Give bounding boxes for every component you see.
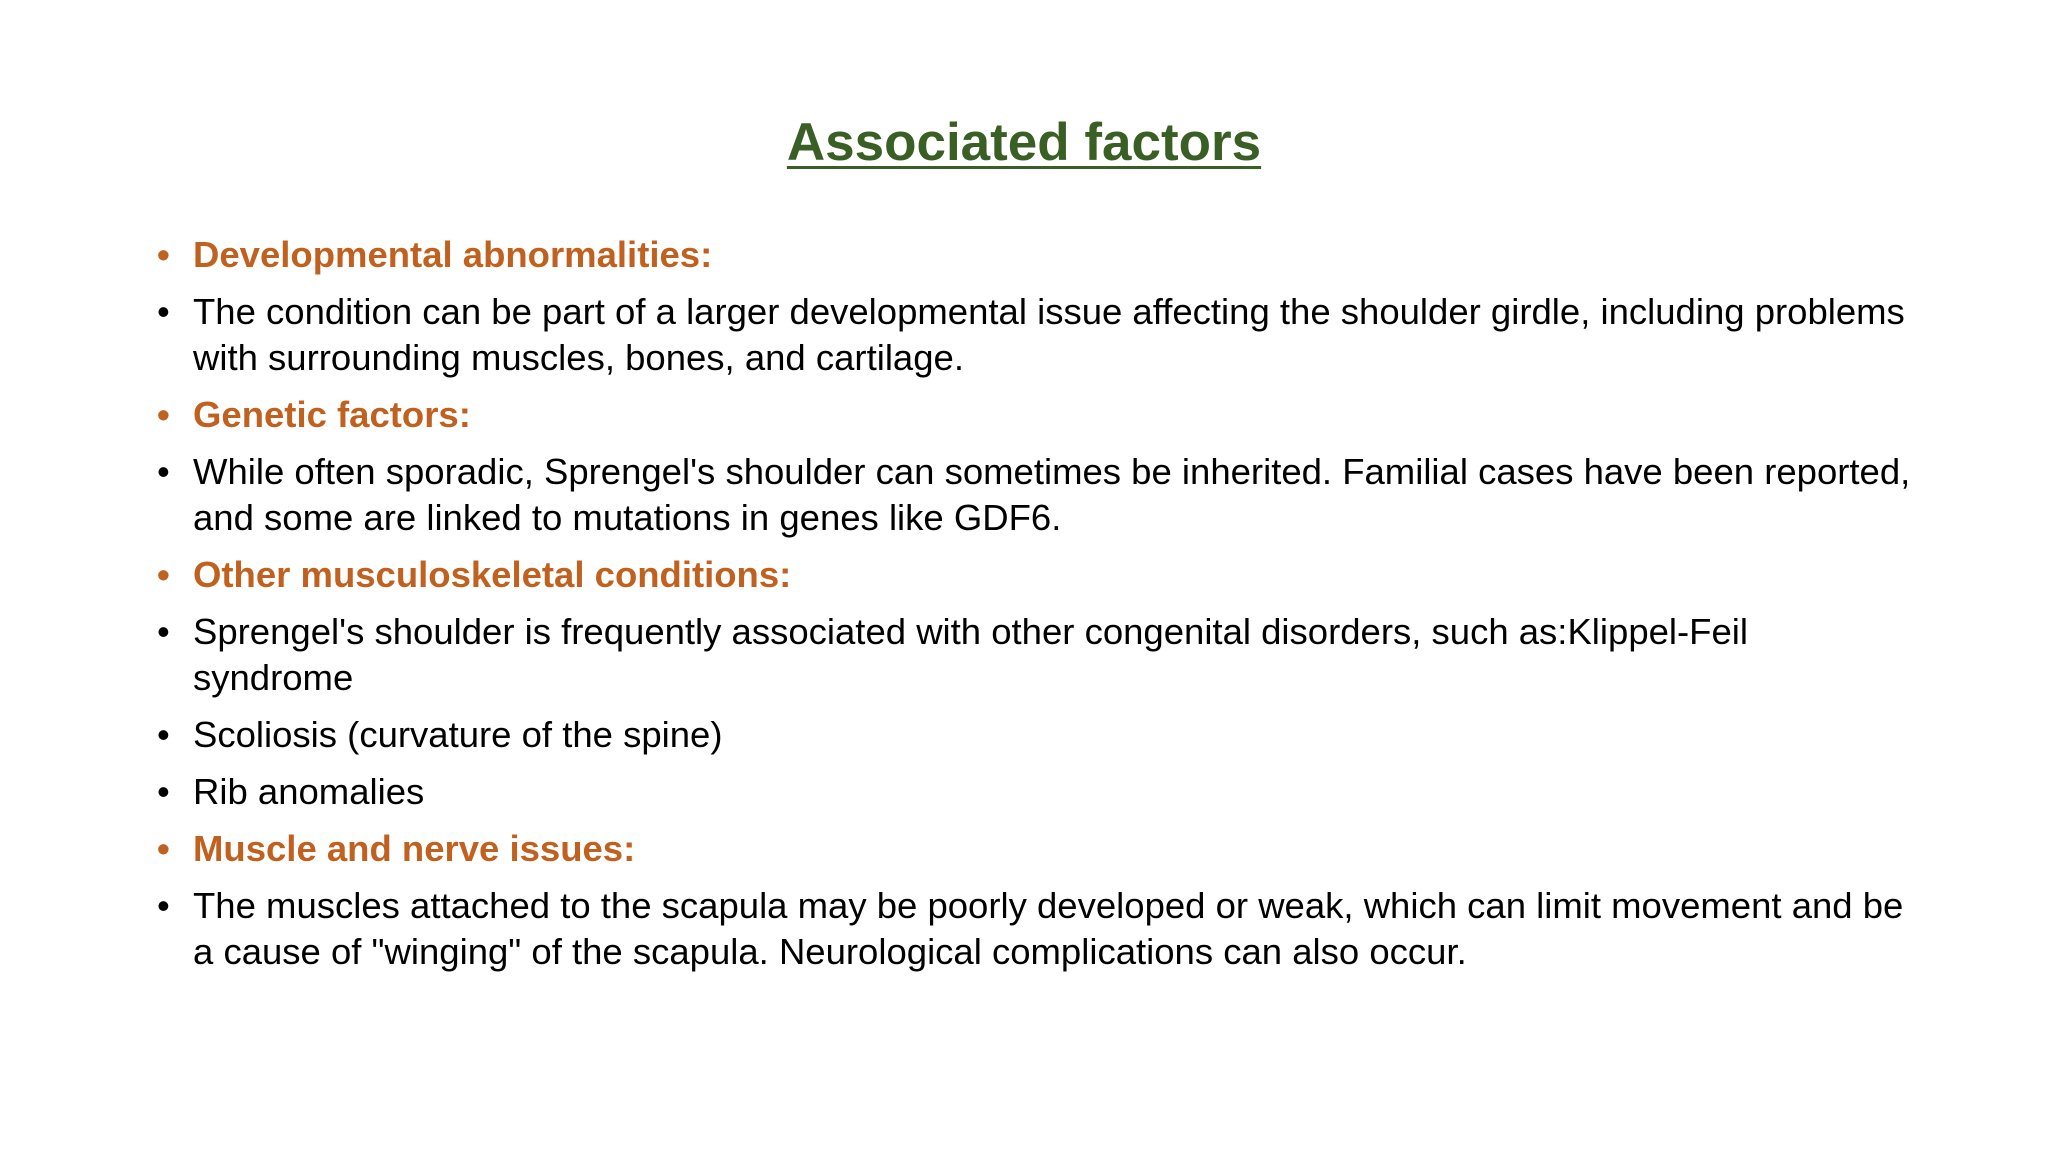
bullet-muscle-nerve-detail: • The muscles attached to the scapula may be poorly developed or weak, which can limit movement and be a cause of "winging" of the scapula. Neurological complications can also occur. — [157, 883, 1917, 975]
bullet-developmental-detail: • The condition can be part of a larger developmental issue affecting the shoulder girdle, including problems with surrounding muscles, bones, and cartilage. — [157, 289, 1917, 381]
bullet-list — [157, 232, 1917, 986]
slide-title: Associated factors — [786, 113, 1262, 172]
bullet-heading-muscle-nerve: • Muscle and nerve issues: — [157, 826, 1917, 872]
bullet-heading-developmental: • Developmental abnormalities: — [157, 232, 1917, 278]
bullet-klippel-feil: • Sprengel's shoulder is frequently associated with other congenital disorders, such as:Klippel-Feil syndrome — [157, 609, 1917, 701]
bullet-rib-anomalies: • Rib anomalies — [157, 769, 1917, 815]
bullet-genetic-detail: • While often sporadic, Sprengel's shoulder can sometimes be inherited. Familial cases have been reported, and some are linked to mutations in genes like GDF6. — [157, 449, 1917, 541]
bullet-scoliosis: • Scoliosis (curvature of the spine) — [157, 712, 1917, 758]
bullet-heading-genetic: • Genetic factors: — [157, 392, 1917, 438]
bullet-heading-musculoskeletal: • Other musculoskeletal conditions: — [157, 552, 1917, 598]
